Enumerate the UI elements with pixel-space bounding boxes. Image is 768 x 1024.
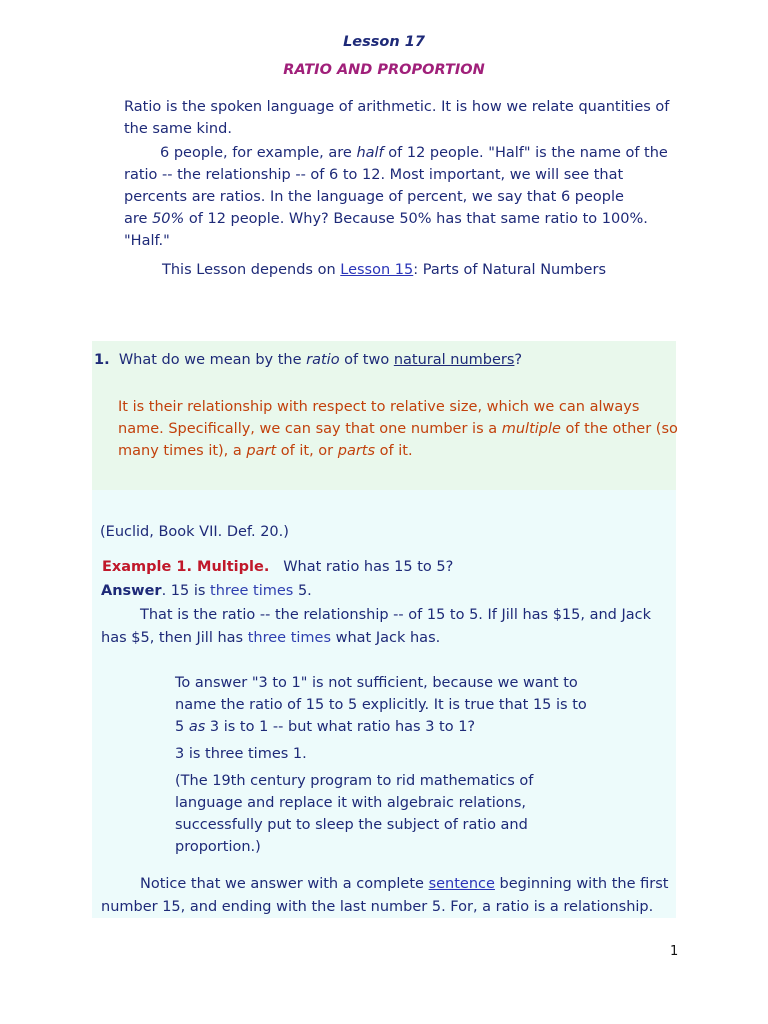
euclid-reference: (Euclid, Book VII. Def. 20.)	[100, 524, 289, 540]
text: Notice that we answer with a complete	[140, 876, 429, 892]
lesson-title: RATIO AND PROPORTION	[283, 62, 485, 78]
lesson-number: Lesson 17	[343, 34, 425, 50]
note-line	[175, 719, 475, 735]
answer-line: It is their relationship with respect to relative size, which we can always	[118, 399, 640, 415]
answer-line	[101, 583, 312, 599]
dependency-line	[162, 262, 606, 278]
intro-line	[160, 145, 668, 161]
text: has $5, then Jill has	[101, 630, 248, 646]
emphasis: parts	[337, 443, 376, 459]
answer-line	[118, 443, 413, 459]
emphasis: 50%	[152, 211, 185, 227]
note-line: (The 19th century program to rid mathematics of	[175, 773, 534, 789]
notice-line: number 15, and ending with the last number 5. For, a ratio is a relationship.	[101, 899, 654, 915]
intro-line: percents are ratios. In the language of percent, we say that 6 people	[124, 189, 624, 205]
intro-line: ratio -- the relationship -- of 6 to 12. Most important, we will see that	[124, 167, 624, 183]
question-number: 1.	[94, 352, 110, 368]
text: of 12 people. Why? Because 50% has that same ratio to 100%.	[184, 211, 648, 227]
example-question: What ratio has 15 to 5?	[283, 559, 454, 575]
note-line: To answer "3 to 1" is not sufficient, because we want to	[175, 675, 578, 691]
example-heading	[102, 559, 453, 575]
note-line: language and replace it with algebraic relations,	[175, 795, 527, 811]
answer-line	[118, 421, 678, 437]
text: 5.	[293, 583, 312, 599]
emphasis: ratio	[306, 352, 340, 368]
text: beginning with the first	[494, 876, 669, 892]
text: What do we mean by the	[118, 352, 307, 368]
sentence-link[interactable]: sentence	[428, 876, 495, 892]
emphasis: half	[356, 145, 384, 161]
text: of it, or	[276, 443, 338, 459]
text: of two	[339, 352, 394, 368]
text: many times it), a	[118, 443, 247, 459]
text: 3 is to 1 -- but what ratio has 3 to 1?	[205, 719, 476, 735]
highlight: three times	[247, 630, 332, 646]
text: 5	[175, 719, 189, 735]
emphasis: as	[188, 719, 206, 735]
note-line: successfully put to sleep the subject of ratio and	[175, 817, 528, 833]
emphasis: part	[246, 443, 277, 459]
intro-line: Ratio is the spoken language of arithmetic. It is how we relate quantities of	[124, 99, 670, 115]
highlight: three times	[210, 583, 294, 599]
intro-line	[124, 211, 648, 227]
text: of it.	[375, 443, 413, 459]
question-1	[94, 352, 522, 368]
explanation-line	[101, 630, 440, 646]
text: ?	[514, 352, 523, 368]
text: of the other (so	[560, 421, 678, 437]
answer-label: Answer	[101, 583, 162, 599]
text: . 15 is	[161, 583, 211, 599]
emphasis: multiple	[501, 421, 561, 437]
note-line: name the ratio of 15 to 5 explicitly. It is true that 15 is to	[175, 697, 587, 713]
notice-line	[140, 876, 668, 892]
intro-line: the same kind.	[124, 121, 232, 137]
note-line: 3 is three times 1.	[175, 746, 307, 762]
intro-line: "Half."	[124, 233, 170, 249]
note-line: proportion.)	[175, 839, 261, 855]
lesson-15-link[interactable]: Lesson 15	[340, 262, 414, 278]
explanation-line: That is the ratio -- the relationship -- of 15 to 5. If Jill has $15, and Jack	[140, 607, 652, 623]
natural-numbers-link[interactable]: natural numbers	[393, 352, 515, 368]
text: are	[124, 211, 153, 227]
text: name. Specifically, we can say that one number is a	[118, 421, 502, 437]
example-label: Example 1. Multiple.	[102, 559, 270, 575]
page-number: 1	[670, 944, 679, 959]
text: 6 people, for example, are	[160, 145, 357, 161]
text: what Jack has.	[331, 630, 441, 646]
text: : Parts of Natural Numbers	[413, 262, 606, 278]
text: This Lesson depends on	[162, 262, 341, 278]
text: of 12 people. "Half" is the name of the	[383, 145, 668, 161]
